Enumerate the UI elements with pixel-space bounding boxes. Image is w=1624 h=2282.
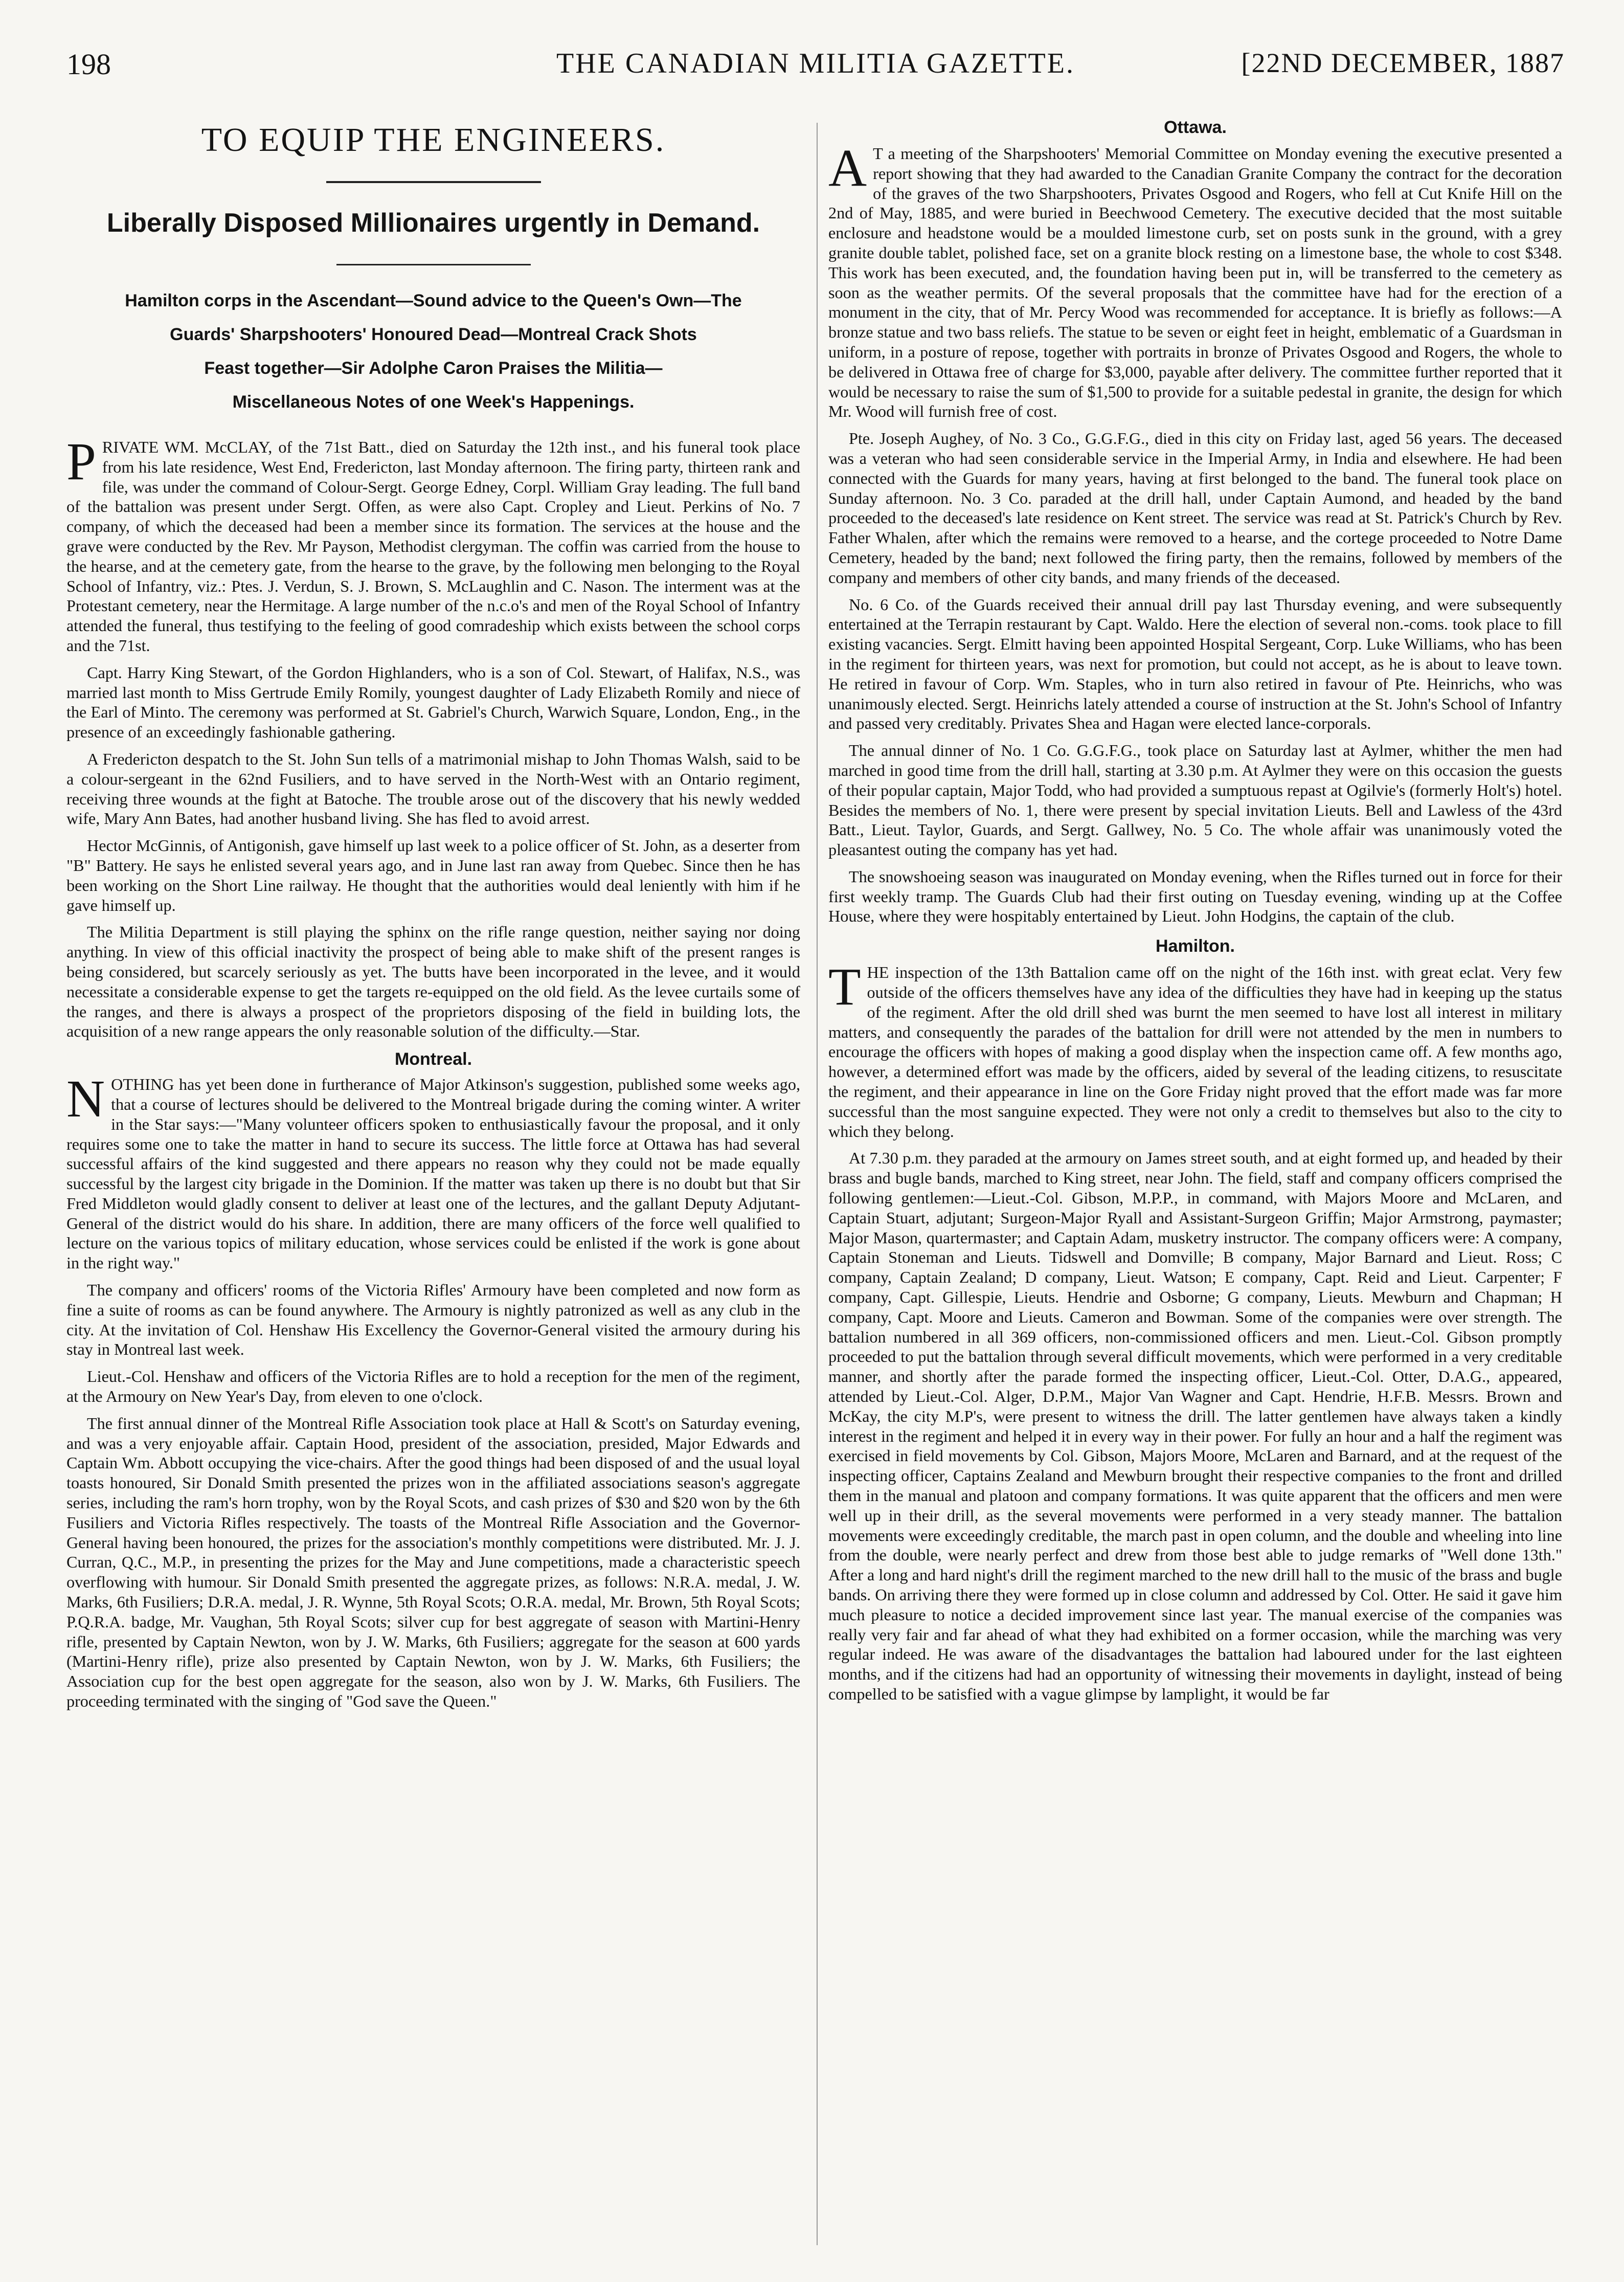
paragraph-parade-drill: At 7.30 p.m. they paraded at the armoury on James street south, and at eight formed up, and headed by their brass and bugle bands, marched to King street, near John. The field, staff and company officers comprised the following gentlemen:—Lieut.-Col. Gibson, M.P.P., in command, with Majors Moore and McLaren, and Captain Stuart, adjutant; Surgeon-Major Ryall and Assistant-Surgeon Griffin; Major Armstrong, paymaster; Major Mason, quartermaster; and Captain Adam, musketry instructor. The company officers were: A company, Captain Stoneman and Lieuts. Tidswell and Domville; B company, Major Barnard and Lieut. Ross; C company, Captain Zealand; D company, Lieut. Watson; E company, Capt. Reid and Lieut. Carpenter; F company, Capt. Gillespie, Lieuts. Hendrie and Osborne; G company, Lieuts. Mewburn and Chapman; H company, Capt. Moore and Lieuts. Cameron and Bowman. Some of the companies were over strength. The battalion numbered in all 369 officers, non-commissioned officers and men. Lieut.-Col. Gibson promptly proceeded to put the battalion through several difficult movements, which were performed in a very creditable manner, and shortly after the parade formed the inspecting officer, Lieut.-Col. Otter, D.A.G., appeared, attended by Lieut.-Col. Alger, D.P.M., Major Van Wagner and Capt. Hendrie, H.F.B. Messrs. Brown and McKay, the city M.P's, were present to witness the drill. The latter gentlemen have always taken a kindly interest in the regiment and helped it in every way in their power. For fully an hour and a half the regiment was exercised in field movements by Col. Gibson, Majors Moore, McLaren and Barnard, and at the request of the inspecting officer, Captains Zealand and Mewburn brought their respective companies to the front and drilled them in the manual and platoon and company formations. It was quite apparent that the officers and men were well up in their drill, as the several movements were performed in a very steady manner. The battalion movements were exceedingly creditable, the march past in open column, and the double and wheeling into line from the double, were nearly perfect and drew from those best able to judge remarks of "Well done 13th." After a long and hard night's drill the regiment marched to the new drill hall to the music of the brass and bugle bands. On arriving there they were formed up in close column and addressed by Col. Otter. He said it gave him much pleasure to notice a decided improvement since last year. The manual exercise of the companies was really very fair and far ahead of what they had exhibited on a former occasion, while the marching was very regular indeed. He was aware of the disadvantages the battalion had laboured under for the last eighteen months, and if the citizens had had an opportunity of witnessing their movements in daylight, instead of being compelled to be satisfied with a vague glimpse by lamplight, it would be far	[828, 1149, 1562, 1703]
paragraph-armoury: The company and officers' rooms of the Victoria Rifles' Armoury have been completed and now form as fine a suite of rooms as can be found anywhere. The Armoury is nightly patronized as well as any club in the city. At the invitation of Col. Henshaw His Excellency the Governor-General visited the armoury during his stay in Montreal last week.	[66, 1281, 800, 1359]
paragraph-mcginnis-deserter: Hector McGinnis, of Antigonish, gave himself up last week to a police officer of St. John, as a deserter from "B" Battery. He says he enlisted several years ago, and in June last ran away from Quebec. Since then he has been working on the Short Line railway. He thought that the authorities would deal leniently with him if he gave himself up.	[66, 836, 800, 914]
paragraph-inspection: THE inspection of the 13th Battalion came off on the night of the 16th inst. with great eclat. Very few outside of the officers themselves have any idea of the difficulties they have had in keeping up the status of the regiment. After the old drill shed was burnt the men seemed to have lost all interest in military matters, and consequently the parades of the battalion for drill were not attended by the men in numbers to encourage the officers with hopes of making a good display when the inspection came off. A few months ago, however, a determined effort was made by the officers, aided by several of the leading citizens, to resuscitate the regiment, and their appearance in line on the Gore Friday night proved that the effort made was far more successful than the most sanguine expected. They were not only a credit to themselves but also to the city to which they belong.	[828, 957, 1562, 1140]
paragraph-rifle-association-dinner: The first annual dinner of the Montreal Rifle Association took place at Hall & Scott's on Saturday evening, and was a very enjoyable affair. Captain Hood, president of the association, presided, Major Edwards and Captain Wm. Abbott occupying the vice-chairs. After the good things had been disposed of and the usual loyal toasts honoured, Sir Donald Smith presented the prizes won in the affiliated associations season's aggregate series, including the ram's horn trophy, won by the Royal Scots, and cash prizes of $30 and $20 won by the 6th Fusiliers and Victoria Rifles respectively. The toasts of the Montreal Rifle Association and the Governor-General having been honoured, the prizes for the association's monthly competitions were distributed. Mr. J. J. Curran, Q.C., M.P., in presenting the prizes for the May and June competitions, made a characteristic speech overflowing with humour. Sir Donald Smith presented the aggregate prizes, as follows: N.R.A. medal, J. W. Marks, 6th Fusiliers; D.R.A. medal, J. R. Wynne, 5th Royal Scots; O.R.A. medal, Mr. Brown, 5th Royal Scots; P.Q.R.A. badge, Mr. Vaughan, 5th Royal Scots; silver cup for best aggregate of season with Martini-Henry rifle, presented by Captain Newton, won by J. W. Marks, 6th Fusiliers; aggregate for the season at 600 yards (Martini-Henry rifle), prize also presented by Captain Newton, won by J. W. Marks, 6th Fusiliers; the Association cup for the best open aggregate for the season, also won by J. W. Marks, 6th Fusiliers. The proceeding terminated with the singing of "God save the Queen."	[66, 1414, 800, 1711]
drop-cap: A	[828, 139, 867, 197]
section-heading-ottawa: Ottawa.	[1164, 118, 1227, 137]
drop-cap: N	[66, 1069, 105, 1129]
paragraph-reception: Lieut.-Col. Henshaw and officers of the Victoria Rifles are to hold a reception for the men of the regiment, at the Armoury on New Year's Day, from eleven to one o'clock.	[66, 1367, 800, 1406]
deck-line: Feast together—Sir Adolphe Caron Praises the Militia—	[204, 359, 663, 378]
deck-line: Miscellaneous Notes of one Week's Happenings.	[232, 392, 635, 412]
article-subtitle: Liberally Disposed Millionaires urgently in Demand.	[106, 208, 760, 238]
deck-line: Guards' Sharpshooters' Honoured Dead—Montreal Crack Shots	[170, 325, 697, 344]
paragraph-rifle-range: The Militia Department is still playing the sphinx on the rifle range question, neither saying nor doing anything. In view of this official inactivity the prospect of being able to make shift of the present ranges is being considered, but scarcely seriously as yet. The butts have been incorporated in the levee, and it would necessitate a considerable expense to get the targets re-equipped on the old field. As the levee curtails some of the ranges, and there is always a prospect of the proprietors disposing of the field in building lots, the acquisition of a new range appears the only reasonable solution of the difficulty.—Star.	[66, 923, 800, 1041]
page-header	[66, 47, 1565, 93]
paragraph-no1-dinner: The annual dinner of No. 1 Co. G.G.F.G., took place on Saturday last at Aylmer, whither the men had marched in good time from the drill hall, starting at 3.30 p.m. At Aylmer they were on this occasion the guests of their popular captain, Major Todd, who had provided a sumptuous repast at Ogilvie's (formerly Holt's) hotel. Besides the members of No. 1, there were present by special invitation Lieuts. Bell and Lawless of the 43rd Batt., Lieut. Taylor, Guards, and Sergt. Gallwey, No. 5 Co. The whole affair was unanimously voted the pleasantest outing the company has yet had.	[828, 741, 1562, 859]
paragraph-no6-company: No. 6 Co. of the Guards received their annual drill pay last Thursday evening, and were subsequently entertained at the Terrapin restaurant by Capt. Waldo. Here the election of several non.-coms. took place to fill existing vacancies. Sergt. Elmitt having been appointed Hospital Sergeant, Corp. Luke Williams, who has been in the regiment for thirteen years, was next for promotion, but could not accept, as he is about to leave town. He retired in favour of Corp. Wm. Staples, who in turn also retired in favour of Pte. Heinrichs, who was unanimously elected. Sergt. Heinrichs lately attended a course of instruction at the St. John's School of Infantry and passed very creditably. Privates Shea and Hagan were elected lance-corporals.	[828, 595, 1562, 733]
subtitle-rule	[336, 264, 531, 265]
left-column	[66, 118, 800, 1711]
paragraph-mcclay-funeral: PRIVATE WM. McCLAY, of the 71st Batt., died on Saturday the 12th inst., and his funeral took place from his late residence, West End, Fredericton, last Monday afternoon. The firing party, thirteen rank and file, was under the command of Colour-Sergt. George Edney, Corpl. William Gray leading. The full band of the battalion was present under Sergt. Offen, as were also Capt. Cropley and Lieut. Perkins of No. 7 company, of which the deceased had been a member since its formation. The services at the house and the grave were conducted by the Rev. Mr Payson, Methodist clergyman. The coffin was carried from the house to the hearse, and at the cemetery gate, from the hearse to the grave, by the following men belonging to the Royal School of Infantry, viz.: Ptes. J. Verdun, S. J. Brown, S. McLaughlin and C. Nason. The interment was at the Protestant cemetery, near the Hermitage. A large number of the n.c.o's and men of the Royal School of Infantry attended the funeral, thus testifying to the feeling of good comradeship which exists between the school corps and the 71st.	[66, 432, 800, 655]
paragraph-walsh-mishap: A Fredericton despatch to the St. John Sun tells of a matrimonial mishap to John Thomas Walsh, said to be a colour-sergeant in the 62nd Fusiliers, and to have served in the North-West with an Ontario regiment, receiving three wounds at the fight at Batoche. The trouble arose out of the discovery that his newly wedded wife, Mary Ann Bates, had another husband living. She has fled to avoid arrest.	[66, 749, 800, 828]
article-deck	[66, 284, 800, 419]
paragraph-aughey-funeral: Pte. Joseph Aughey, of No. 3 Co., G.G.F.G., died in this city on Friday last, aged 56 years. The deceased was a veteran who had seen considerable service in the Imperial Army, in India and elsewhere. He had been connected with the Guards for many years, having at first belonged to the band. The funeral took place on Sunday afternoon. No. 3 Co. paraded at the drill hall, under Captain Aumond, and headed by the band proceeded to the deceased's late residence on Kent street. The service was read at St. Patrick's Church by Rev. Father Whalen, after which the remains were removed to a hearse, and the cortege proceeded to Notre Dame Cemetery, headed by the band; next followed the firing party, then the remains, followed by members of the company and members of other city bands, and many friends of the deceased.	[828, 429, 1562, 587]
section-heading-hamilton: Hamilton.	[1156, 936, 1235, 956]
deck-line: Hamilton corps in the Ascendant—Sound advice to the Queen's Own—The	[125, 291, 742, 310]
masthead-title: THE CANADIAN MILITIA GAZETTE.	[556, 48, 1075, 79]
drop-cap: P	[66, 432, 96, 491]
right-column	[828, 118, 1562, 1704]
drop-cap: T	[828, 957, 861, 1017]
column-divider	[817, 123, 818, 2245]
paragraph-lectures: NOTHING has yet been done in furtherance of Major Atkinson's suggestion, published some weeks ago, that a course of lectures should be delivered to the Montreal brigade during the coming winter. A writer in the Star says:—"Many volunteer officers spoken to enthusiastically favour the proposal, and it only requires some one to take the matter in hand to secure its success. The little force at Ottawa has had several successful affairs of the kind suggested and there appears no reason why they could not be made equally successful by the largest city brigade in the Dominion. If the matter was taken up there is no doubt but that Sir Fred Middleton would gladly consent to deliver at least one of the lectures, and the gallant Deputy Adjutant-General of the district would do his share. In addition, there are many officers of the force well qualified to lecture on the various topics of military education, whose services could be enlisted if the work is gone about in the right way."	[66, 1069, 800, 1272]
title-rule	[326, 181, 541, 183]
issue-date: [22ND DECEMBER, 1887	[1241, 48, 1565, 78]
paragraph-memorial-committee: A T a meeting of the Sharpshooters' Memorial Committee on Monday evening the executive presented a report showing that they had awarded to the Canadian Granite Company the contract for the decoration of the graves of the two Sharpshooters, Privates Osgood and Rogers, who fell at Cut Knife Hill on the 2nd of May, 1885, and were buried in Beechwood Cemetery. The executive decided that the most suitable enclosure and headstone would be a moulded limestone curb, set on posts sunk in the ground, with a grey granite double tablet, polished face, set on a granite block resting on a limestone base, the whole to cost $348. This work has been executed, and, the foundation having been put in, will be transferred to the cemetery as soon as the weather permits. Of the several proposals that the committee have had for the erection of a monument in the city, that of Mr. Percy Wood was recommended for acceptance. It is briefly as follows:—A bronze statue and two bass reliefs. The statue to be seven or eight feet in height, emblematic of a Guardsman in uniform, in a posture of repose, together with portraits in bronze of Privates Osgood and Rogers, the whole to be delivered in Ottawa free of charge for $3,000, payable after delivery. The committee further reported that it would be necessary to raise the sum of $1,500 to provide for a suitable pedestal in granite, the design for which Mr. Wood will furnish free of cost.	[828, 139, 1562, 421]
paragraph-stewart-wedding: Capt. Harry King Stewart, of the Gordon Highlanders, who is a son of Col. Stewart, of Halifax, N.S., was married last month to Miss Gertrude Emily Romily, youngest daughter of Lady Elizabeth Romily and niece of the Earl of Minto. The ceremony was performed at St. Gabriel's Church, Warwich Square, London, Eng., in the presence of an exceedingly fashionable gathering.	[66, 663, 800, 742]
paragraph-snowshoeing: The snowshoeing season was inaugurated on Monday evening, when the Rifles turned out in force for their first weekly tramp. The Guards Club had their first outing on Tuesday evening, winding up at the Coffee House, where they were hospitably entertained by Lieut. John Hodgins, the captain of the club.	[828, 867, 1562, 926]
section-heading-montreal: Montreal.	[394, 1049, 472, 1069]
page-number: 198	[66, 48, 111, 81]
article-title: TO EQUIP THE ENGINEERS.	[201, 121, 666, 159]
